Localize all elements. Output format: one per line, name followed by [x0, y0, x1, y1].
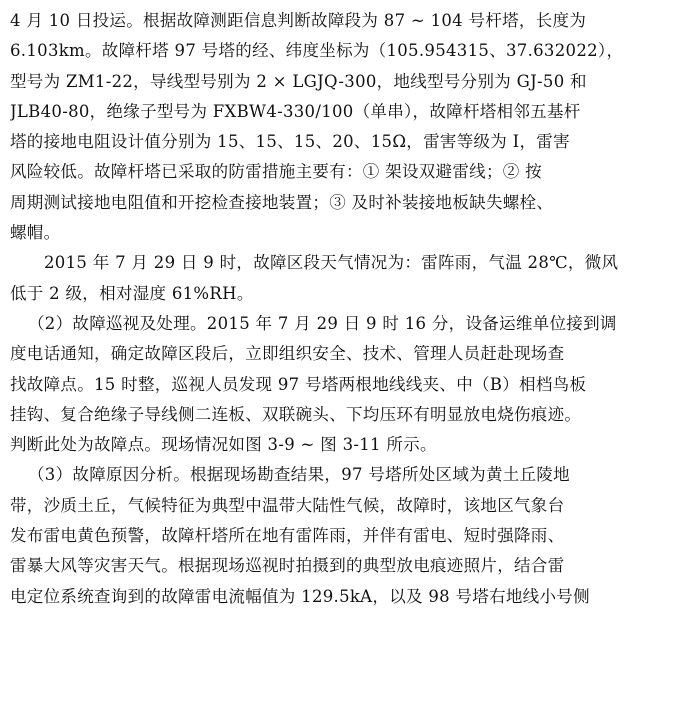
text-line: 风险较低。故障杆塔已采取的防雷措施主要有：① 架设双避雷线；② 按 [10, 162, 542, 182]
text-line: 螺帽。 [10, 223, 61, 243]
text-line: 6.103km。故障杆塔 97 号塔的经、纬度坐标为（105.954315、37.632022）， [10, 41, 624, 61]
text-line: 挂钩、复合绝缘子导线侧二连板、双联碗头、下均压环有明显放电烧伤痕迹。 [10, 404, 582, 424]
text-line: （2）故障巡视及处理。2015 年 7 月 29 日 9 时 16 分，设备运维单位接到调 [28, 313, 617, 333]
text-line: 带，沙质土丘，气候特征为典型中温带大陆性气候，故障时，该地区气象台 [10, 495, 565, 515]
text-line: 塔的接地电阻设计值分别为 15、15、15、20、15Ω，雷害等级为 Ⅰ，雷害 [10, 132, 570, 152]
paragraph-fault-cause [10, 460, 674, 611]
text-line: 4 月 10 日投运。根据故障测距信息判断故障段为 87 ~ 104 号杆塔，长度为 [10, 11, 587, 30]
text-line: JLB40-80，绝缘子型号为 FXBW4-330/100（单串），故障杆塔相邻五基杆 [10, 101, 581, 121]
text-line: 找故障点。15 时整，巡视人员发现 97 号塔两根地线线夹、中（B）相档鸟板 [10, 374, 587, 394]
text-line: 判断此处为故障点。现场情况如图 3-9 ~ 图 3-11 所示。 [10, 435, 437, 455]
text-line: 发布雷电黄色预警，故障杆塔所在地有雷阵雨，并伴有雷电、短时强降雨、 [10, 526, 565, 546]
text-line: 型号为 ZM1-22，导线型号别为 2 × LGJQ-300，地线型号分别为 GJ-50 和 [10, 71, 587, 91]
paragraph-line-params [10, 6, 674, 248]
text-line: 低于 2 级，相对湿度 61%RH。 [10, 283, 254, 303]
paragraph-fault-patrol [10, 309, 674, 460]
text-line: （3）故障原因分析。根据现场勘查结果，97 号塔所处区域为黄土丘陵地 [28, 465, 570, 485]
paragraph-weather [10, 248, 674, 309]
text-line: 度电话通知，确定故障区段后，立即组织安全、技术、管理人员赶赴现场查 [10, 344, 565, 364]
text-line: 2015 年 7 月 29 日 9 时，故障区段天气情况为：雷阵雨，气温 28℃，微风 [44, 253, 619, 273]
text-line: 电定位系统查询到的故障雷电流幅值为 129.5kA，以及 98 号塔右地线小号侧 [10, 586, 590, 606]
text-line: 雷暴大风等灾害天气。根据现场巡视时拍摄到的典型放电痕迹照片，结合雷 [10, 556, 565, 576]
text-line: 周期测试接地电阻值和开挖检查接地装置；③ 及时补装接地板缺失螺栓、 [10, 192, 554, 212]
